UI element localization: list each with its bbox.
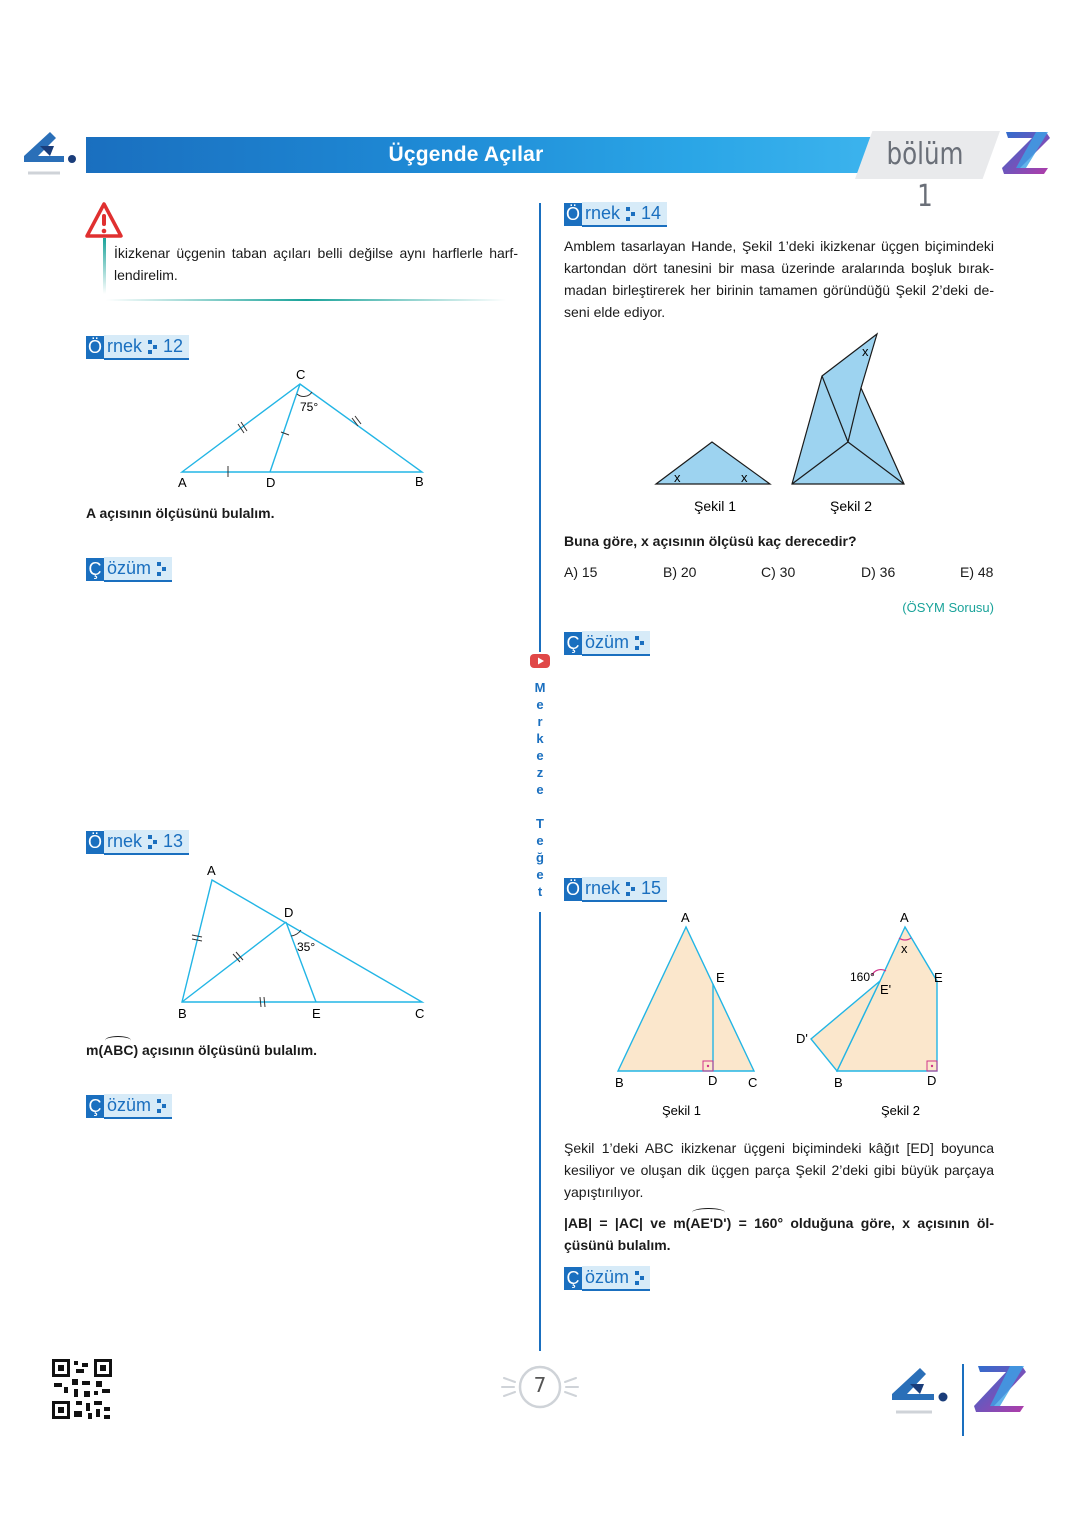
ex14-fig2-x: x (862, 344, 869, 359)
example-12-word: rnek (107, 336, 143, 356)
example-14-options (564, 564, 994, 584)
z-logo-top (1002, 128, 1054, 176)
ex13-point-E: E (312, 1006, 321, 1021)
ex15-f2-E: E (934, 970, 943, 985)
example-14-figures (650, 330, 920, 520)
example-15-text: Şekil 1’deki ABC ikizkenar üçgeni biçimindeki kâğıt [ED] boyunca kesiliyor ve oluşan dik üçgen parça Şekil 2’deki gibi büyük parçaya yapıştırılıyor. (564, 1140, 994, 1200)
example-15-label: Ö rnek 15 (564, 878, 667, 901)
ex15-f1-caption: Şekil 1 (662, 1103, 702, 1118)
ex15-f2-angle: 160° (850, 970, 875, 984)
z-logo-footer (974, 1362, 1030, 1414)
ex14-fig1-x-right: x (741, 470, 748, 485)
ex12-point-C: C (296, 367, 306, 382)
video-icon (529, 653, 551, 669)
note-text: İkizkenar üçgenin taban açıları belli değilse aynı harflerle harflendirelim. (114, 245, 518, 283)
dots-icon (626, 207, 635, 221)
ex15-f2-Dprime: D' (796, 1031, 808, 1046)
note-underline (106, 299, 506, 301)
publisher-logo-left (20, 126, 78, 176)
example-12-label (86, 336, 189, 359)
example-12-question: A açısının ölçüsünü bulalım. (86, 505, 275, 521)
ex12-point-A: A (178, 475, 187, 490)
example-14-label: Ö rnek 14 (564, 203, 667, 226)
example-13-question: m( ABC) açısının ölçüsünü bulalım. (86, 1042, 317, 1058)
ex15-f2-B: B (834, 1075, 843, 1090)
dots-icon (157, 562, 166, 576)
ex15-f1-B: B (615, 1075, 624, 1090)
ex15-f1-E: E (716, 970, 725, 985)
ex15-f1-A: A (681, 910, 690, 925)
solution-15-label: Ç özüm (564, 1267, 650, 1290)
publisher-logo-footer (888, 1362, 950, 1416)
example-14-question: Buna göre, x açısının ölçüsü kaç derecedir? (564, 533, 857, 549)
example-12-initial: Ö (87, 337, 102, 357)
ex13-point-A: A (207, 863, 216, 878)
ex12-point-D: D (266, 475, 276, 490)
option-c[interactable]: C) 30 (761, 564, 796, 580)
chapter-title: Üçgende Açılar (388, 143, 544, 166)
qr-code-icon[interactable] (52, 1359, 112, 1419)
ex13-point-D: D (284, 905, 294, 920)
example-14-source: (ÖSYM Sorusu) (902, 600, 994, 615)
footer-divider (962, 1364, 964, 1436)
option-e[interactable]: E) 48 (960, 564, 994, 580)
dots-icon (635, 1271, 644, 1285)
merkeze-teget-sidebar: M e r k e z e T e ğ e t (528, 652, 552, 912)
ex14-fig2-caption: Şekil 2 (830, 498, 873, 514)
example-13-label: Ö rnek 13 (86, 831, 189, 854)
option-d[interactable]: D) 36 (861, 564, 896, 580)
dots-icon (157, 1099, 166, 1113)
ex15-f2-A: A (900, 910, 909, 925)
ex14-fig1-caption: Şekil 1 (694, 498, 737, 514)
solution-13-label: Ç özüm (86, 1095, 172, 1118)
ex15-f1-D: D (708, 1073, 718, 1088)
note-bar (103, 238, 106, 294)
ex13-angle-label: 35° (297, 940, 316, 954)
section-label: bölüm 1 (886, 137, 964, 214)
ex15-f2-caption: Şekil 2 (881, 1103, 921, 1118)
solution-14-label: Ç özüm (564, 632, 650, 655)
dots-icon (148, 340, 157, 354)
dots-icon (148, 835, 157, 849)
example-12-number: 12 (163, 336, 184, 356)
ex15-f2-Eprime: E' (880, 982, 892, 997)
example-14-text: Amblem tasarlayan Hande, Şekil 1’deki ikizkenar üçgen biçimindeki kartondan dört tanesini bir masa üzerinde aralarında boşluk bırakmadan birleştirerek her birinin tamamen göründüğü Şekil 2’deki deseni elde ediyor. (564, 238, 994, 320)
example-15-question: |AB| = |AC| ve m( AE'D') = 160° olduğuna göre, x açısının ölçüsünü bulalım. (564, 1212, 994, 1256)
example-12-figure (170, 362, 440, 494)
warning-icon (84, 200, 124, 242)
ex13-point-C: C (415, 1006, 425, 1021)
ex15-f2-x: x (901, 941, 908, 956)
option-a[interactable]: A) 15 (564, 564, 598, 580)
ex15-f2-D: D (927, 1073, 937, 1088)
ex14-fig1-x-left: x (674, 470, 681, 485)
ex15-f1-C: C (748, 1075, 758, 1090)
dots-icon (626, 882, 635, 896)
ex12-point-B: B (415, 474, 424, 489)
example-15-figures (600, 905, 960, 1120)
dots-icon (635, 636, 644, 650)
example-13-figure (170, 860, 440, 1025)
option-b[interactable]: B) 20 (663, 564, 697, 580)
ex12-angle-label: 75° (300, 400, 319, 414)
page-number: 7 (533, 1373, 547, 1397)
ex13-point-B: B (178, 1006, 187, 1021)
solution-12-label: Ç özüm (86, 558, 172, 581)
